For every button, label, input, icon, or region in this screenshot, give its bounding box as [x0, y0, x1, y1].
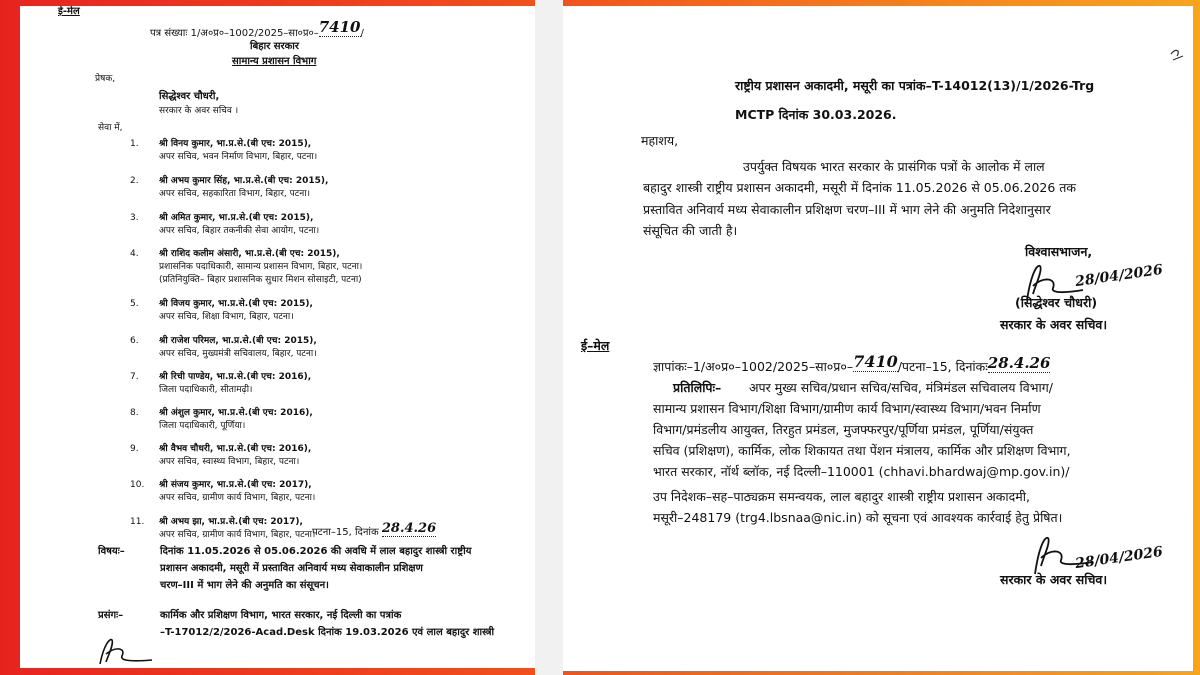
recipient-post: अपर सचिव, शिक्षा विभाग, बिहार, पटना।: [159, 312, 294, 322]
recipient-name: श्री राशिद कलीम अंसारी, भा.प्र.से.(बी एच: 2015),: [159, 249, 340, 259]
recipient-post: अपर सचिव, ग्रामीण कार्य विभाग, बिहार, पटना।: [159, 493, 316, 503]
signature-date: 28/04/2026: [1074, 261, 1164, 291]
sender-title: सरकार के अवर सचिव ।: [159, 106, 239, 116]
subject-line-2: प्रशासन अकादमी, मसूरी में प्रस्तावित अनिवार्य मध्य सेवाकालीन प्रशिक्षण: [160, 563, 423, 574]
recipient-number: 10.: [130, 480, 145, 490]
govt-name: बिहार सरकार: [250, 41, 299, 52]
ref-line-2: MCTP दिनांक 30.03.2026.: [735, 107, 897, 122]
recipient-name: श्री अभय कुमार सिंह, भा.प्र.से.(बी एच: 2015),: [159, 176, 329, 186]
sender-label: प्रेषक,: [95, 74, 116, 84]
signature-2-date: 28/04/2026: [1074, 543, 1164, 573]
recipient-deputation: (प्रतिनियुक्ति– बिहार प्रशासनिक सुधार मिशन सोसाइटी, पटना): [159, 275, 362, 285]
recipient-post: अपर सचिव, मुख्यमंत्री सचिवालय, बिहार, पटना।: [159, 349, 317, 359]
recipient-number: 2.: [130, 176, 139, 186]
letter-number-suffix: /: [360, 28, 364, 39]
recipient-post: जिला पदाधिकारी, पूर्णिया।: [159, 421, 246, 431]
memo-place-text: /पटना–15, दिनांकः: [897, 359, 988, 374]
copy-line-7: मसूरी–248179 (trg4.lbsnaa@nic.in) को सूचना एवं आवश्यक कार्रवाई हेतु प्रेषित।: [653, 510, 1063, 525]
letter-page-2: [563, 6, 1193, 671]
copy-line-3: विभाग/प्रमंडलीय आयुक्त, तिरहुत प्रमंडल, मुजफ्फरपुर/पूर्णिया प्रमंडल, पूर्णिया/संयुक्त: [653, 422, 1034, 437]
sender-name: सिद्धेश्वर चौधरी,: [159, 91, 220, 102]
recipient-post: अपर सचिव, बिहार तकनीकी सेवा आयोग, पटना।: [159, 226, 320, 236]
copy-line-4: सचिव (प्रशिक्षण), कार्मिक, लोक शिकायत तथा पेंशन मंत्रालय, कार्मिक और प्रशिक्षण विभाग,: [653, 443, 1071, 458]
recipient-number: 6.: [130, 336, 139, 346]
place-date-text: पटना–15, दिनांक: [312, 527, 379, 538]
copy-label: प्रतिलिपिः–: [673, 380, 722, 395]
recipient-name: श्री अभय झा, भा.प्र.से.(बी एच: 2017),: [159, 517, 303, 527]
recipient-name: श्री अमित कुमार, भा.प्र.से.(बी एच: 2015),: [159, 213, 314, 223]
subject-line-1: दिनांक 11.05.2026 से 05.06.2026 की अवधि में लाल बहादुर शास्त्री राष्ट्रीय: [160, 546, 472, 557]
handwritten-memo-date: 28.4.26: [987, 354, 1051, 372]
letter-number-text: पत्र संख्याः 1/अ०प्र०–1002/2025–सा०प्र०–: [150, 28, 319, 39]
body-line-3: प्रस्तावित अनिवार्य मध्य सेवाकालीन प्रशिक्षण चरण–III में भाग लेने की अनुमति निदेशानुसार: [643, 202, 1051, 217]
body-line-4: संसूचित की जाती है।: [643, 223, 738, 238]
handwritten-letter-number: 7410: [318, 18, 361, 36]
page-mark: [1169, 46, 1185, 64]
recipient-number: 5.: [130, 299, 139, 309]
recipient-post: जिला पदाधिकारी, सीतामढ़ी।: [159, 385, 253, 395]
recipient-name: श्री रिची पाण्डेय, भा.प्र.से.(बी एच: 2016),: [159, 372, 312, 382]
recipient-number: 3.: [130, 213, 139, 223]
place-date: [312, 521, 437, 540]
letter-page-1: [20, 6, 535, 668]
recipient-post: अपर सचिव, ग्रामीण कार्य विभाग, बिहार, पटना।: [159, 530, 316, 540]
recipient-name: श्री विजय कुमार, भा.प्र.से.(बी एच: 2015),: [159, 299, 313, 309]
recipient-name: श्री वैभव चौधरी, भा.प्र.से.(बी एच: 2016),: [159, 444, 312, 454]
letter-number: [150, 18, 364, 40]
reference-line-2: –T-17012/2/2026-Acad.Desk दिनांक 19.03.2026 एवं लाल बहादुर शास्त्री: [160, 627, 495, 638]
recipient-name: श्री विनय कुमार, भा.प्र.से.(बी एच: 2015),: [159, 139, 312, 149]
subject-line-3: चरण–III में भाग लेने की अनुमति का संसूचन।: [160, 580, 329, 591]
recipient-post: अपर सचिव, सहकारिता विभाग, बिहार, पटना।: [159, 189, 310, 199]
recipient-number: 11.: [130, 517, 145, 527]
signer-2-title: सरकार के अवर सचिव।: [1000, 572, 1108, 587]
reference-line-1: कार्मिक और प्रशिक्षण विभाग, भारत सरकार, नई दिल्ली का पत्रांक: [160, 610, 402, 621]
recipient-number: 4.: [130, 249, 139, 259]
signer-title: सरकार के अवर सचिव।: [1000, 317, 1108, 332]
recipient-post: प्रशासनिक पदाधिकारी, सामान्य प्रशासन विभाग, बिहार, पटना।: [159, 262, 363, 272]
salutation: महाशय,: [641, 133, 679, 148]
body-line-2: बहादुर शास्त्री राष्ट्रीय प्रशासन अकादमी, मसूरी में दिनांक 11.05.2026 से 05.06.2026 तक: [643, 180, 1077, 195]
body-line-1: उपर्युक्त विषयक भारत सरकार के प्रासंगिक पत्रों के आलोक में लाल: [743, 159, 1045, 174]
recipient-number: 9.: [130, 444, 139, 454]
handwritten-memo-number: 7410: [853, 352, 898, 371]
page-divider: [535, 0, 563, 675]
copy-line-6: उप निदेशक–सह–पाठ्यक्रम समन्वयक, लाल बहादुर शास्त्री राष्ट्रीय प्रशासन अकादमी,: [653, 489, 1030, 504]
recipient-post: अपर सचिव, स्वास्थ्य विभाग, बिहार, पटना।: [159, 457, 300, 467]
ref-line-1: राष्ट्रीय प्रशासन अकादमी, मसूरी का पत्रांक–T-14012(13)/1/2026-Trg: [735, 78, 1095, 93]
recipient-number: 7.: [130, 372, 139, 382]
initials-signature: [92, 634, 172, 668]
subject-label: विषयः–: [98, 546, 125, 557]
copy-line-2: सामान्य प्रशासन विभाग/शिक्षा विभाग/ग्रामीण कार्य विभाग/स्वास्थ्य विभाग/भवन निर्माण: [653, 401, 1041, 416]
recipient-name: श्री संजय कुमार, भा.प्र.से.(बी एच: 2017),: [159, 480, 312, 490]
handwritten-date: 28.4.26: [381, 521, 437, 536]
reference-label: प्रसंगः–: [98, 610, 124, 621]
recipient-number: 1.: [130, 139, 139, 149]
recipient-name: श्री अंशुल कुमार, भा.प्र.से.(बी एच: 2016),: [159, 408, 313, 418]
email-label: ई-मेल: [58, 6, 80, 17]
copy-line-5: भारत सरकार, नॉर्थ ब्लॉक, नई दिल्ली–110001 (chhavi.bhardwaj@mp.gov.in)/: [653, 464, 1070, 479]
memo-number-text: ज्ञापांकः–1/अ०प्र०–1002/2025–सा०प्र०–: [653, 359, 854, 374]
memo-number: [653, 352, 1051, 375]
copy-line-1: अपर मुख्य सचिव/प्रधान सचिव/सचिव, मंत्रिमंडल सचिवालय विभाग/: [749, 380, 1053, 395]
signer-name: (सिद्धेश्वर चौधरी): [1015, 295, 1098, 310]
recipient-post: अपर सचिव, भवन निर्माण विभाग, बिहार, पटना।: [159, 152, 318, 162]
recipients-label: सेवा में,: [98, 123, 123, 133]
email-label-2: ई–मेल: [581, 338, 610, 353]
recipient-number: 8.: [130, 408, 139, 418]
closing: विश्वासभाजन,: [1025, 244, 1093, 259]
recipient-name: श्री राजेश परिमल, भा.प्र.से.(बी एच: 2015),: [159, 336, 317, 346]
department-name: सामान्य प्रशासन विभाग: [232, 56, 317, 67]
